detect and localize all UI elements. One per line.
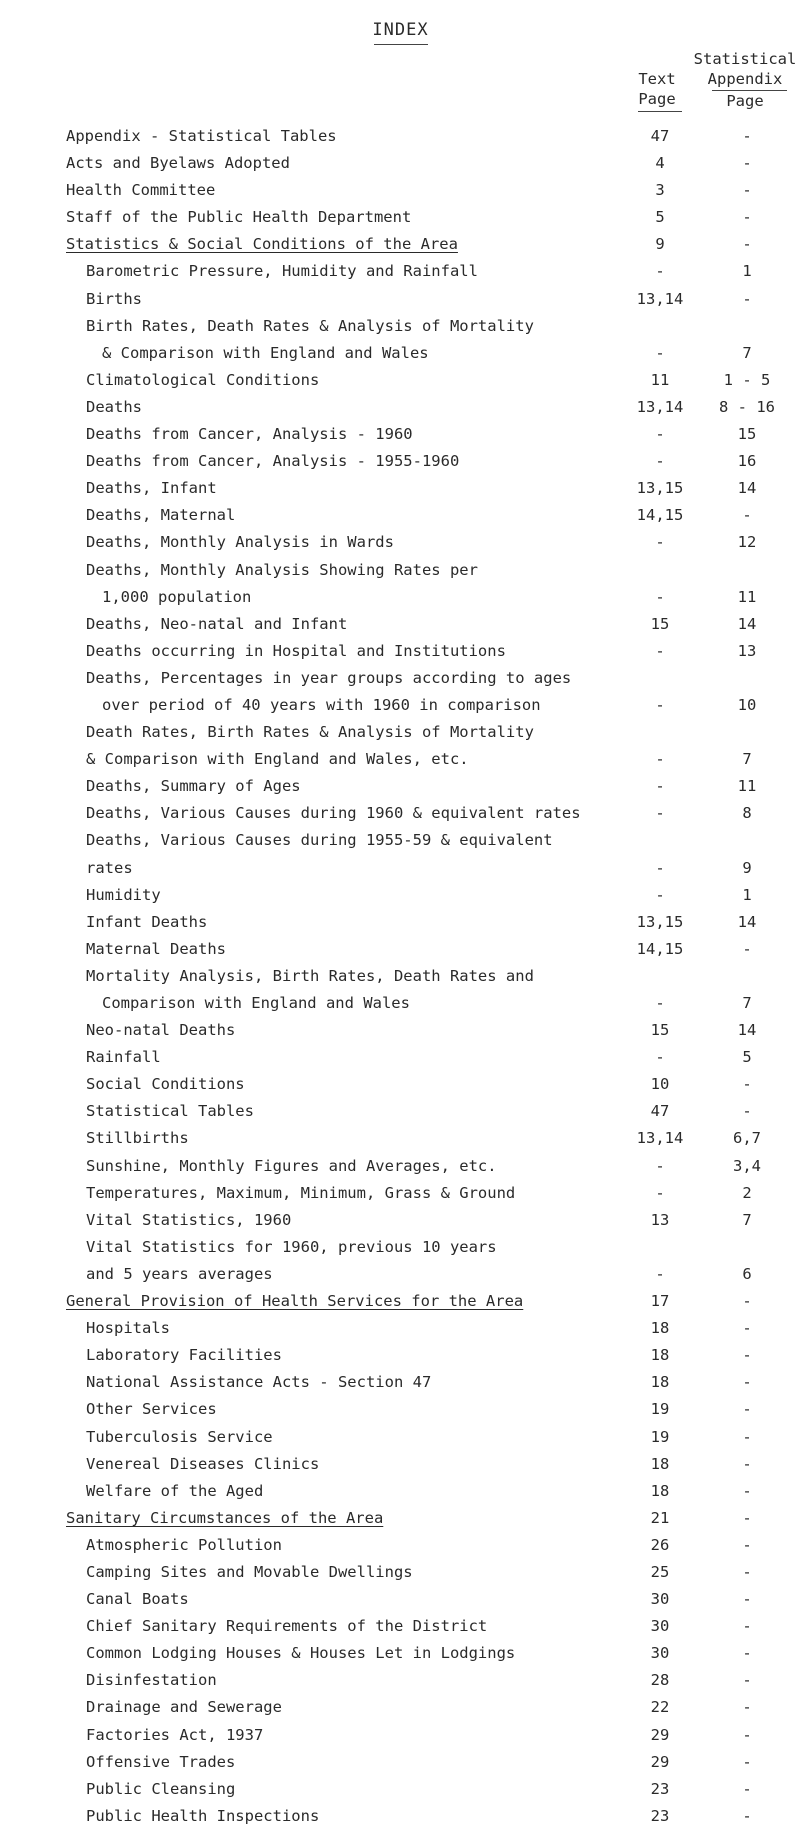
entry-text-page: 22: [650, 1698, 670, 1717]
entry-text-page: -: [655, 1264, 665, 1283]
entry-appendix-page: 14: [737, 912, 757, 931]
entry-text-page: -: [655, 343, 665, 362]
entry-label: Deaths: [86, 397, 142, 416]
index-entry: [0, 1424, 801, 1451]
entry-text-page: 19: [650, 1400, 670, 1419]
index-entry: [0, 1559, 801, 1586]
entry-appendix-page: -: [742, 1671, 752, 1690]
entry-label: Deaths, Maternal: [86, 506, 236, 525]
entry-label: Deaths from Cancer, Analysis - 1955-1960: [86, 452, 460, 471]
entry-label: Deaths, Monthly Analysis in Wards: [86, 533, 394, 552]
entry-label: National Assistance Acts - Section 47: [86, 1373, 432, 1392]
entry-label: Public Cleansing: [86, 1779, 236, 1798]
index-entry: [0, 1180, 801, 1207]
entry-appendix-page: -: [742, 1373, 752, 1392]
appendix-page-header: Page: [726, 92, 764, 110]
entry-text-page: -: [655, 777, 665, 796]
index-entry: [0, 638, 801, 665]
entry-text-page: -: [655, 885, 665, 904]
entry-label: Drainage and Sewerage: [86, 1698, 282, 1717]
index-entry: [0, 1369, 801, 1396]
entry-text-page: 18: [650, 1481, 670, 1500]
entry-label: Camping Sites and Movable Dwellings: [86, 1562, 413, 1581]
entry-text-page: -: [655, 858, 665, 877]
entry-text-page: 23: [650, 1779, 670, 1798]
entry-appendix-page: -: [742, 1535, 752, 1554]
index-entry: [0, 909, 801, 936]
entry-appendix-page: 14: [737, 614, 757, 633]
entry-text-page: -: [655, 750, 665, 769]
entry-appendix-page: -: [742, 1454, 752, 1473]
index-entry: [0, 1315, 801, 1342]
entry-label: Disinfestation: [86, 1671, 217, 1690]
entry-appendix-page: 5: [742, 1048, 752, 1067]
entry-appendix-page: 1 - 5: [723, 370, 771, 389]
index-entry: [0, 340, 801, 367]
entry-appendix-page: 12: [737, 533, 757, 552]
entry-text-page: 17: [650, 1292, 670, 1311]
entry-appendix-page: 7: [742, 750, 752, 769]
entry-appendix-page: 14: [737, 479, 757, 498]
entry-text-page: -: [655, 452, 665, 471]
entry-text-page: 26: [650, 1535, 670, 1554]
index-entry: [0, 529, 801, 556]
entry-text-page: 18: [650, 1373, 670, 1392]
entry-appendix-page: 6,7: [733, 1129, 761, 1148]
entry-text-page: -: [655, 804, 665, 823]
index-entry: [0, 313, 801, 340]
entry-label: Statistics & Social Conditions of the Area: [66, 235, 458, 254]
index-entry: [0, 475, 801, 502]
index-entry: [0, 557, 801, 584]
entry-label: Infant Deaths: [86, 912, 208, 931]
index-entry: [0, 773, 801, 800]
entry-appendix-page: -: [742, 289, 752, 308]
entry-appendix-page: -: [742, 1617, 752, 1636]
entry-appendix-page: -: [742, 1779, 752, 1798]
entry-appendix-page: 2: [742, 1183, 752, 1202]
entry-text-page: 47: [650, 1102, 670, 1121]
index-entry: [0, 665, 801, 692]
entry-label: General Provision of Health Services for the Area: [66, 1292, 524, 1311]
entry-label: Hospitals: [86, 1319, 170, 1338]
index-entry: [0, 1749, 801, 1776]
entry-text-page: 14,15: [636, 939, 684, 958]
entry-appendix-page: -: [742, 181, 752, 200]
entry-appendix-page: 9: [742, 858, 752, 877]
entry-label: Vital Statistics, 1960: [86, 1210, 292, 1229]
entry-appendix-page: -: [742, 1319, 752, 1338]
entry-text-page: 15: [650, 1021, 670, 1040]
index-entry: [0, 1234, 801, 1261]
entry-appendix-page: -: [742, 1562, 752, 1581]
entry-label: Statistical Tables: [86, 1102, 254, 1121]
entry-label: & Comparison with England and Wales: [102, 343, 429, 362]
entry-label: Tuberculosis Service: [86, 1427, 273, 1446]
index-entry: [0, 800, 801, 827]
index-entry: [0, 1722, 801, 1749]
index-entry: [0, 936, 801, 963]
entry-label: Humidity: [86, 885, 161, 904]
entry-label: Deaths, Neo-natal and Infant: [86, 614, 348, 633]
entry-label: Welfare of the Aged: [86, 1481, 264, 1500]
index-entry: [0, 204, 801, 231]
index-entry: [0, 584, 801, 611]
index-entry: [0, 421, 801, 448]
entry-label: Public Health Inspections: [86, 1806, 320, 1825]
index-entry: [0, 1071, 801, 1098]
index-entry: [0, 1505, 801, 1532]
entry-text-page: 3: [655, 181, 665, 200]
entry-label: Deaths, Infant: [86, 479, 217, 498]
entry-appendix-page: -: [742, 1346, 752, 1365]
entry-label: Canal Boats: [86, 1590, 189, 1609]
entry-text-page: 13,14: [636, 397, 684, 416]
entry-label: Deaths, Various Causes during 1960 & equivalent rates: [86, 804, 581, 823]
entry-text-page: 30: [650, 1590, 670, 1609]
entry-label: Deaths from Cancer, Analysis - 1960: [86, 425, 413, 444]
entry-text-page: -: [655, 994, 665, 1012]
entry-text-page: 4: [655, 154, 665, 173]
index-entry: [0, 855, 801, 882]
index-entry: [0, 1153, 801, 1180]
entry-appendix-page: 15: [737, 425, 757, 444]
entry-text-page: 13: [650, 1210, 670, 1229]
entry-label: Vital Statistics for 1960, previous 10 years: [86, 1237, 497, 1256]
entry-appendix-page: 11: [737, 587, 757, 606]
entry-label: Deaths, Various Causes during 1955-59 & equivalent: [86, 831, 553, 850]
text-page-header: Page: [638, 90, 676, 108]
entry-appendix-page: 16: [737, 452, 757, 471]
entry-appendix-page: 10: [737, 695, 757, 714]
entry-label: Death Rates, Birth Rates & Analysis of Mortality: [86, 723, 534, 742]
entry-label: & Comparison with England and Wales, etc.: [86, 750, 469, 769]
entry-appendix-page: -: [742, 1292, 752, 1311]
entry-text-page: -: [655, 533, 665, 552]
index-entry: [0, 1288, 801, 1315]
entry-label: over period of 40 years with 1960 in comparison: [102, 695, 541, 714]
entry-text-page: 19: [650, 1427, 670, 1446]
page-title: INDEX: [372, 20, 429, 40]
entry-label: Deaths, Summary of Ages: [86, 777, 301, 796]
entry-appendix-page: -: [742, 1102, 752, 1121]
entry-text-page: 30: [650, 1617, 670, 1636]
entry-appendix-page: -: [742, 1806, 752, 1825]
entry-text-page: 29: [650, 1725, 670, 1744]
index-entry: [0, 746, 801, 773]
entry-appendix-page: 13: [737, 641, 757, 660]
entry-appendix-page: -: [742, 506, 752, 525]
entry-text-page: 9: [655, 235, 665, 254]
entry-text-page: -: [655, 1048, 665, 1067]
entry-appendix-page: 8: [742, 804, 752, 823]
entry-appendix-page: -: [742, 1075, 752, 1094]
entry-text-page: 13,15: [636, 912, 684, 931]
entry-label: Laboratory Facilities: [86, 1346, 282, 1365]
entry-appendix-page: 6: [742, 1264, 752, 1283]
index-entry: [0, 1694, 801, 1721]
index-entry: [0, 286, 801, 313]
entry-text-page: 10: [650, 1075, 670, 1094]
index-entry: [0, 177, 801, 204]
entry-appendix-page: -: [742, 1725, 752, 1744]
entry-label: Appendix - Statistical Tables: [66, 127, 337, 145]
entry-appendix-page: -: [742, 208, 752, 227]
index-entry: [0, 1478, 801, 1505]
entry-text-page: 18: [650, 1319, 670, 1338]
entry-appendix-page: -: [742, 1400, 752, 1419]
entry-text-page: -: [655, 1183, 665, 1202]
entry-appendix-page: -: [742, 154, 752, 173]
entry-label: Offensive Trades: [86, 1752, 236, 1771]
index-entry: [0, 502, 801, 529]
entry-text-page: 47: [650, 127, 670, 145]
index-entry: [0, 719, 801, 746]
entry-text-page: 15: [650, 614, 670, 633]
entry-label: Deaths occurring in Hospital and Institutions: [86, 641, 506, 660]
index-entries: [0, 123, 801, 1830]
entry-label: Factories Act, 1937: [86, 1725, 264, 1744]
entry-text-page: 13,15: [636, 479, 684, 498]
entry-label: Sunshine, Monthly Figures and Averages, etc.: [86, 1156, 497, 1175]
title-underline: [374, 44, 428, 45]
index-entry: [0, 827, 801, 854]
entry-text-page: 21: [650, 1508, 670, 1527]
entry-text-page: -: [655, 587, 665, 606]
entry-appendix-page: -: [742, 1698, 752, 1717]
index-entry: [0, 963, 801, 990]
entry-label: Maternal Deaths: [86, 939, 226, 958]
entry-label: Barometric Pressure, Humidity and Rainfall: [86, 262, 478, 281]
entry-text-page: 18: [650, 1454, 670, 1473]
appendix-header-underline: [712, 90, 787, 91]
index-entry: [0, 258, 801, 285]
index-entry: [0, 1044, 801, 1071]
index-entry: [0, 882, 801, 909]
entry-appendix-page: -: [742, 127, 752, 145]
entry-label: Stillbirths: [86, 1129, 189, 1148]
index-entry: [0, 1776, 801, 1803]
entry-appendix-page: -: [742, 1508, 752, 1527]
entry-label: Chief Sanitary Requirements of the District: [86, 1617, 488, 1636]
index-entry: [0, 1261, 801, 1288]
entry-appendix-page: 7: [742, 994, 752, 1012]
entry-label: Mortality Analysis, Birth Rates, Death Rates and: [86, 966, 534, 985]
index-entry: [0, 1451, 801, 1478]
text-header: Text: [638, 70, 676, 88]
index-entry: [0, 394, 801, 421]
index-entry: [0, 150, 801, 177]
entry-appendix-page: -: [742, 235, 752, 254]
entry-label: Deaths, Percentages in year groups according to ages: [86, 668, 572, 687]
entry-label: Sanitary Circumstances of the Area: [66, 1508, 384, 1527]
index-entry: [0, 123, 801, 150]
entry-label: Climatological Conditions: [86, 370, 320, 389]
index-entry: [0, 1098, 801, 1125]
entry-text-page: 11: [650, 370, 670, 389]
entry-label: Births: [86, 289, 142, 308]
entry-label: Common Lodging Houses & Houses Let in Lodgings: [86, 1644, 516, 1663]
index-entry: [0, 448, 801, 475]
entry-appendix-page: -: [742, 1590, 752, 1609]
text-header-underline: [638, 111, 682, 112]
index-entry: [0, 1640, 801, 1667]
entry-label: Neo-natal Deaths: [86, 1021, 236, 1040]
index-entry: [0, 231, 801, 258]
entry-text-page: 29: [650, 1752, 670, 1771]
entry-label: Comparison with England and Wales: [102, 994, 410, 1012]
index-entry: [0, 1017, 801, 1044]
entry-text-page: -: [655, 641, 665, 660]
entry-text-page: 5: [655, 208, 665, 227]
index-entry: [0, 1396, 801, 1423]
entry-text-page: 30: [650, 1644, 670, 1663]
entry-label: Atmospheric Pollution: [86, 1535, 282, 1554]
entry-appendix-page: -: [742, 1427, 752, 1446]
entry-label: Deaths, Monthly Analysis Showing Rates per: [86, 560, 478, 579]
entry-label: rates: [86, 858, 133, 877]
entry-label: Rainfall: [86, 1048, 161, 1067]
statistical-header: Statistical: [693, 50, 797, 68]
index-entry: [0, 1667, 801, 1694]
index-entry: [0, 367, 801, 394]
appendix-header: Appendix: [707, 70, 783, 88]
entry-text-page: 13,14: [636, 1129, 684, 1148]
entry-appendix-page: 3,4: [733, 1156, 761, 1175]
entry-text-page: -: [655, 425, 665, 444]
entry-label: 1,000 population: [102, 587, 252, 606]
index-entry: [0, 1803, 801, 1830]
index-entry: [0, 1532, 801, 1559]
entry-label: Other Services: [86, 1400, 217, 1419]
entry-appendix-page: 7: [742, 1210, 752, 1229]
entry-appendix-page: 8 - 16: [719, 397, 775, 416]
entry-text-page: -: [655, 695, 665, 714]
entry-text-page: 28: [650, 1671, 670, 1690]
index-entry: [0, 990, 801, 1017]
index-entry: [0, 1613, 801, 1640]
entry-text-page: 14,15: [636, 506, 684, 525]
index-entry: [0, 692, 801, 719]
entry-label: Birth Rates, Death Rates & Analysis of Mortality: [86, 316, 534, 335]
entry-label: Temperatures, Maximum, Minimum, Grass & Ground: [86, 1183, 516, 1202]
entry-appendix-page: 1: [742, 262, 752, 281]
entry-label: Acts and Byelaws Adopted: [66, 154, 290, 173]
entry-appendix-page: 14: [737, 1021, 757, 1040]
entry-appendix-page: -: [742, 1481, 752, 1500]
index-entry: [0, 1125, 801, 1152]
entry-appendix-page: 11: [737, 777, 757, 796]
entry-text-page: 25: [650, 1562, 670, 1581]
entry-label: Health Committee: [66, 181, 216, 200]
entry-text-page: -: [655, 262, 665, 281]
entry-label: Venereal Diseases Clinics: [86, 1454, 320, 1473]
entry-text-page: 13,14: [636, 289, 684, 308]
entry-appendix-page: -: [742, 1752, 752, 1771]
entry-appendix-page: -: [742, 1644, 752, 1663]
index-entry: [0, 1207, 801, 1234]
entry-label: and 5 years averages: [86, 1264, 273, 1283]
index-entry: [0, 1342, 801, 1369]
entry-text-page: -: [655, 1156, 665, 1175]
entry-appendix-page: 1: [742, 885, 752, 904]
entry-label: Staff of the Public Health Department: [66, 208, 412, 227]
entry-appendix-page: -: [742, 939, 752, 958]
entry-text-page: 23: [650, 1806, 670, 1825]
index-entry: [0, 1586, 801, 1613]
entry-appendix-page: 7: [742, 343, 752, 362]
entry-text-page: 18: [650, 1346, 670, 1365]
entry-label: Social Conditions: [86, 1075, 245, 1094]
index-entry: [0, 611, 801, 638]
